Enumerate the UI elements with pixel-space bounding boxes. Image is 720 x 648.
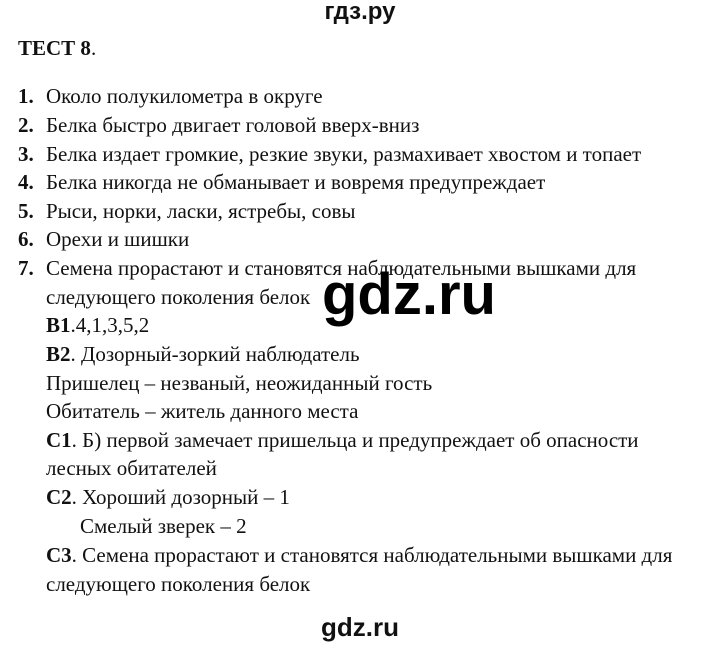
test-title	[18, 36, 96, 61]
answer-text: Орехи и шишки	[46, 227, 190, 251]
b1-text: .4,1,3,5,2	[70, 313, 150, 337]
c1-answer	[46, 426, 639, 454]
site-footer-logo: gdz.ru	[321, 612, 399, 642]
b1-label: В1	[46, 313, 71, 337]
answer-number: 4.	[18, 170, 34, 194]
site-header-logo: гдз.ру	[324, 0, 396, 25]
answer-text: Рыси, норки, ласки, ястребы, совы	[46, 199, 356, 223]
c2-text: . Хороший дозорный – 1	[71, 485, 290, 509]
c3-text: . Семена прорастают и становятся наблюдательными вышками для	[71, 543, 673, 567]
b2-label: В2	[46, 342, 71, 366]
answer-text: Белка никогда не обманывает и вовремя предупреждает	[46, 170, 546, 194]
c3-continuation: следующего поколения белок	[46, 572, 311, 596]
answer-item-2	[18, 111, 419, 139]
c2-line-2: Смелый зверек – 2	[80, 514, 247, 538]
answer-number: 6.	[18, 227, 34, 251]
c1-label: С1	[46, 428, 72, 452]
c3-label: С3	[46, 543, 72, 567]
answer-item-5	[18, 197, 355, 225]
test-title-label: ТЕСТ 8	[18, 36, 91, 60]
answer-text: Около полукилометра в округе	[46, 84, 323, 108]
answer-number: 5.	[18, 199, 34, 223]
c2-label: С2	[46, 485, 72, 509]
c3-answer	[46, 541, 672, 569]
answer-item-7-continuation: следующего поколения белок	[46, 285, 311, 309]
answer-item-6	[18, 225, 189, 253]
c1-continuation: лесных обитателей	[46, 456, 217, 480]
answer-item-3	[18, 140, 641, 168]
b2-line-3: Обитатель – житель данного места	[46, 399, 359, 423]
answer-text: Семена прорастают и становятся наблюдательными вышками для	[46, 256, 637, 280]
answer-number: 1.	[18, 84, 34, 108]
answer-text: Белка издает громкие, резкие звуки, размахивает хвостом и топает	[46, 142, 642, 166]
watermark-logo: gdz.ru	[322, 262, 496, 327]
answer-item-4	[18, 168, 545, 196]
answer-number: 2.	[18, 113, 34, 137]
test-title-suffix: .	[90, 36, 97, 60]
answer-text: Белка быстро двигает головой вверх-вниз	[46, 113, 420, 137]
answer-item-1	[18, 82, 323, 110]
answer-number: 3.	[18, 142, 34, 166]
b2-answer	[46, 340, 360, 368]
b2-line-2: Пришелец – незваный, неожиданный гость	[46, 371, 433, 395]
answer-number: 7.	[18, 256, 34, 280]
b1-answer	[46, 311, 149, 339]
b2-text: . Дозорный-зоркий наблюдатель	[70, 342, 360, 366]
c1-text: . Б) первой замечает пришельца и предупреждает об опасности	[71, 428, 639, 452]
c2-answer	[46, 483, 290, 511]
